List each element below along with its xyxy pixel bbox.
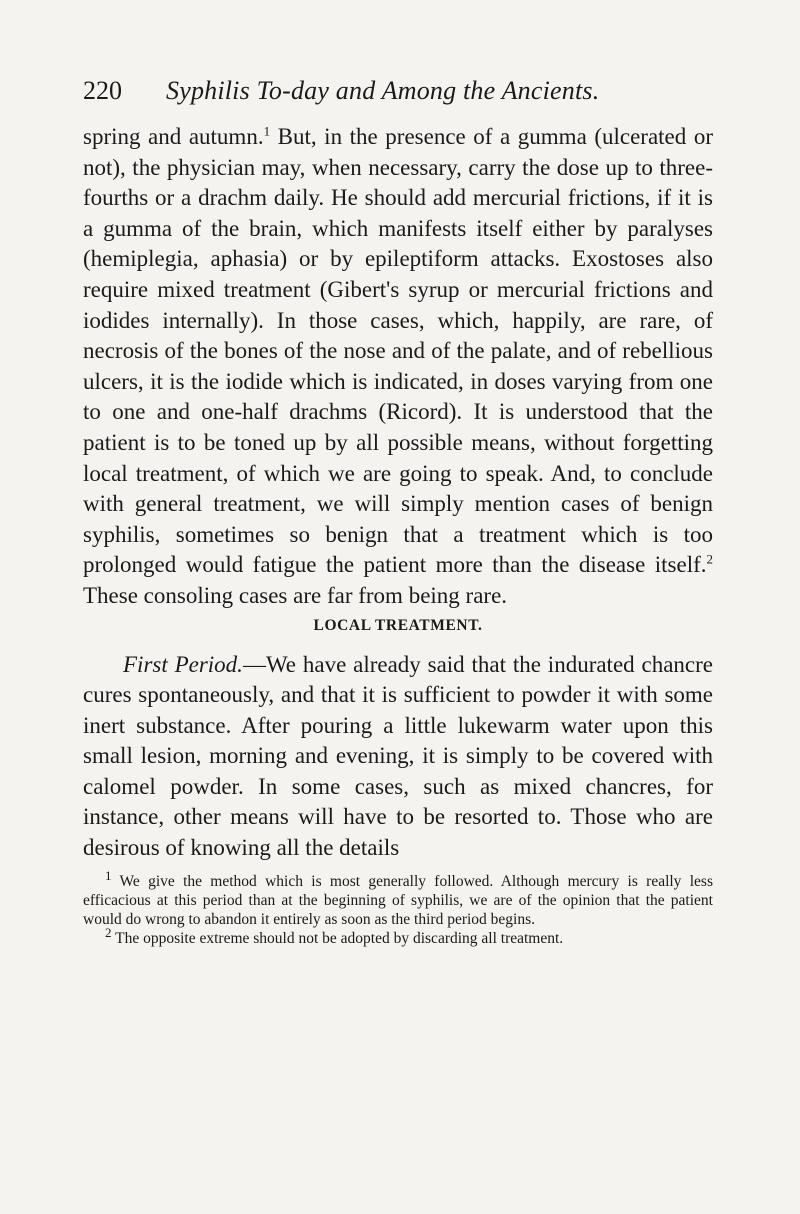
section-heading: LOCAL TREATMENT. bbox=[313, 616, 483, 634]
running-head-title: Syphilis To-day and Among the Ancients. bbox=[166, 76, 600, 105]
footnote-1 bbox=[83, 867, 713, 929]
period-label: First Period. bbox=[123, 651, 243, 677]
footnote-1-marker: 1 bbox=[105, 867, 112, 883]
body-paragraph-2 bbox=[83, 650, 713, 864]
paragraph-1-text-start: spring and autumn. bbox=[83, 124, 264, 149]
paragraph-2-text: —We have already said that the indurated chancre cures spontaneously, and that it is sufficient to powder it with some inert substance. After pouring a little lukewarm water upon this small lesion, morning and evening, it is simply to be covered with calomel powder. In some cases, such as mixed chancres, for instance, other means will have to be resorted to. Those who are desirous of knowing all the details bbox=[83, 651, 713, 861]
book-page bbox=[83, 74, 713, 948]
page-number: 220 bbox=[83, 76, 122, 105]
body-paragraph-1 bbox=[83, 122, 713, 612]
paragraph-1-text-end: These consoling cases are far from being rare. bbox=[83, 582, 508, 608]
footnote-ref-1: 1 bbox=[263, 123, 271, 139]
footnote-2-text: The opposite extreme should not be adopted by discarding all treatment. bbox=[111, 929, 564, 947]
footnote-2-marker: 2 bbox=[105, 924, 112, 940]
footnote-2 bbox=[83, 924, 713, 948]
footnotes bbox=[83, 867, 713, 948]
paragraph-1-text-middle: But, in the presence of a gumma (ulcerated or not), the physician may, when necessary, carry the dose up to three-fourths or a drachm daily. He should add mercurial frictions, if it is a gumma of the brain, which manifests itself either by paralyses (hemiplegia, aphasia) or by epileptiform attacks. Exostoses also require mixed treatment (Gibert's syrup or mercurial frictions and iodides internally). In those cases, which, happily, are rare, of necrosis of the bones of the nose and of the palate, and of rebellious ulcers, it is the iodide which is indicated, in doses varying from one to one and one-half drachms (Ricord). It is understood that the patient is to be toned up by all possible means, without forgetting local treatment, of which we are going to speak. And, to conclude with general treatment, we will simply mention cases of benign syphilis, sometimes so benign that a treatment which is too prolonged would fatigue the patient more than the disease itself. bbox=[83, 124, 713, 578]
footnote-1-text: We give the method which is most generally followed. Although mercury is really less efficacious at this period than at the beginning of syphilis, we are of the opinion that the patient would do wrong to abandon it entirely as soon as the third period begins. bbox=[83, 872, 713, 928]
running-head bbox=[83, 74, 713, 108]
footnote-ref-2: 2 bbox=[706, 551, 713, 567]
